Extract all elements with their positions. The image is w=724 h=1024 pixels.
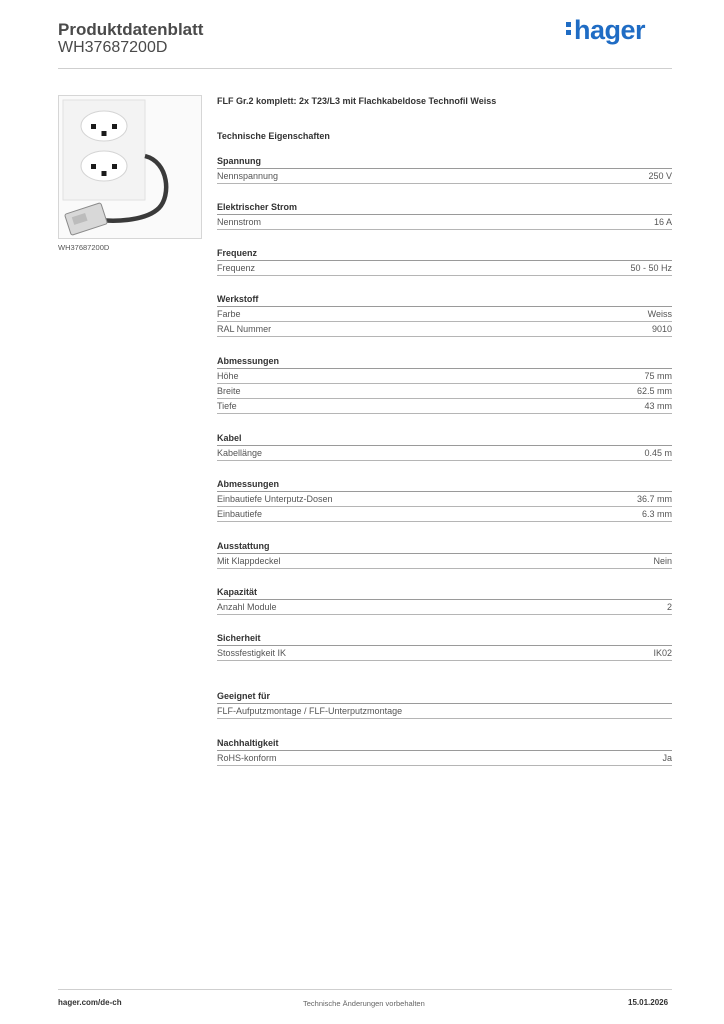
property-row bbox=[217, 261, 672, 276]
property-value: Weiss bbox=[647, 309, 672, 319]
property-row bbox=[217, 322, 672, 337]
property-group bbox=[217, 156, 672, 184]
group-heading: Elektrischer Strom bbox=[217, 202, 672, 215]
property-row bbox=[217, 600, 672, 615]
properties-list bbox=[217, 156, 672, 766]
property-row bbox=[217, 399, 672, 414]
property-row bbox=[217, 507, 672, 522]
property-group bbox=[217, 248, 672, 276]
logo-text: hager bbox=[574, 15, 646, 45]
property-label: Anzahl Module bbox=[217, 602, 277, 612]
product-image bbox=[58, 95, 202, 239]
property-value: 250 V bbox=[648, 171, 672, 181]
property-label: Kabellänge bbox=[217, 448, 263, 458]
footer-date: 15.01.2026 bbox=[628, 998, 669, 1007]
property-row bbox=[217, 369, 672, 384]
property-label: Mit Klappdeckel bbox=[217, 556, 281, 566]
property-label: Einbautiefe Unterputz-Dosen bbox=[217, 494, 333, 504]
property-label: Farbe bbox=[217, 309, 241, 319]
footer-divider bbox=[58, 989, 672, 990]
property-label: Einbautiefe bbox=[217, 509, 263, 519]
property-value: 16 A bbox=[653, 217, 672, 227]
property-label: Höhe bbox=[217, 371, 239, 381]
property-label: Breite bbox=[217, 386, 241, 396]
property-label: RoHS-konform bbox=[217, 753, 277, 763]
group-heading: Sicherheit bbox=[217, 633, 672, 646]
document-sku: WH37687200D bbox=[58, 39, 168, 56]
property-label: Stossfestigkeit IK bbox=[217, 648, 287, 658]
document-title: Produktdatenblatt bbox=[58, 20, 204, 39]
property-row bbox=[217, 704, 672, 719]
footer-url[interactable]: hager.com/de-ch bbox=[58, 998, 122, 1007]
group-heading: Frequenz bbox=[217, 248, 672, 261]
property-group bbox=[217, 202, 672, 230]
group-heading: Spannung bbox=[217, 156, 672, 169]
image-caption: WH37687200D bbox=[58, 243, 110, 252]
group-heading: Geeignet für bbox=[217, 691, 672, 704]
property-value: IK02 bbox=[653, 648, 672, 658]
property-group bbox=[217, 479, 672, 522]
property-value: 75 mm bbox=[644, 371, 672, 381]
group-heading: Abmessungen bbox=[217, 479, 672, 492]
property-group bbox=[217, 738, 672, 766]
property-value: 6.3 mm bbox=[641, 509, 672, 519]
property-group bbox=[217, 541, 672, 569]
property-value: Ja bbox=[662, 753, 672, 763]
property-label: RAL Nummer bbox=[217, 324, 272, 334]
group-heading: Abmessungen bbox=[217, 356, 672, 369]
property-row bbox=[217, 215, 672, 230]
property-label: FLF-Aufputzmontage / FLF-Unterputzmontage bbox=[217, 706, 403, 716]
property-group bbox=[217, 633, 672, 661]
property-label: Nennstrom bbox=[217, 217, 262, 227]
property-label: Frequenz bbox=[217, 263, 256, 273]
property-row bbox=[217, 492, 672, 507]
property-group bbox=[217, 294, 672, 337]
group-heading: Kapazität bbox=[217, 587, 672, 600]
property-group bbox=[217, 587, 672, 615]
property-group bbox=[217, 433, 672, 461]
group-heading: Werkstoff bbox=[217, 294, 672, 307]
property-value: Nein bbox=[653, 556, 672, 566]
product-name: FLF Gr.2 komplett: 2x T23/L3 mit Flachkabeldose Technofil Weiss bbox=[217, 96, 497, 106]
property-value: 36.7 mm bbox=[636, 494, 672, 504]
property-row bbox=[217, 554, 672, 569]
footer-notice: Technische Änderungen vorbehalten bbox=[303, 999, 425, 1008]
section-title: Technische Eigenschaften bbox=[217, 131, 330, 141]
property-group bbox=[217, 356, 672, 414]
property-group bbox=[217, 691, 672, 719]
property-row bbox=[217, 446, 672, 461]
property-value: 50 - 50 Hz bbox=[630, 263, 672, 273]
property-label: Nennspannung bbox=[217, 171, 279, 181]
group-heading: Ausstattung bbox=[217, 541, 672, 554]
group-heading: Nachhaltigkeit bbox=[217, 738, 672, 751]
property-row bbox=[217, 169, 672, 184]
hager-logo bbox=[566, 15, 645, 46]
property-value: 2 bbox=[666, 602, 672, 612]
property-value: 43 mm bbox=[644, 401, 672, 411]
socket-illustration bbox=[59, 96, 201, 238]
property-label: Tiefe bbox=[217, 401, 237, 411]
property-value: 9010 bbox=[651, 324, 672, 334]
property-row bbox=[217, 384, 672, 399]
header-divider bbox=[58, 68, 672, 69]
property-value: 0.45 m bbox=[644, 448, 672, 458]
property-row bbox=[217, 751, 672, 766]
property-row bbox=[217, 646, 672, 661]
property-value: 62.5 mm bbox=[636, 386, 672, 396]
group-heading: Kabel bbox=[217, 433, 672, 446]
property-row bbox=[217, 307, 672, 322]
